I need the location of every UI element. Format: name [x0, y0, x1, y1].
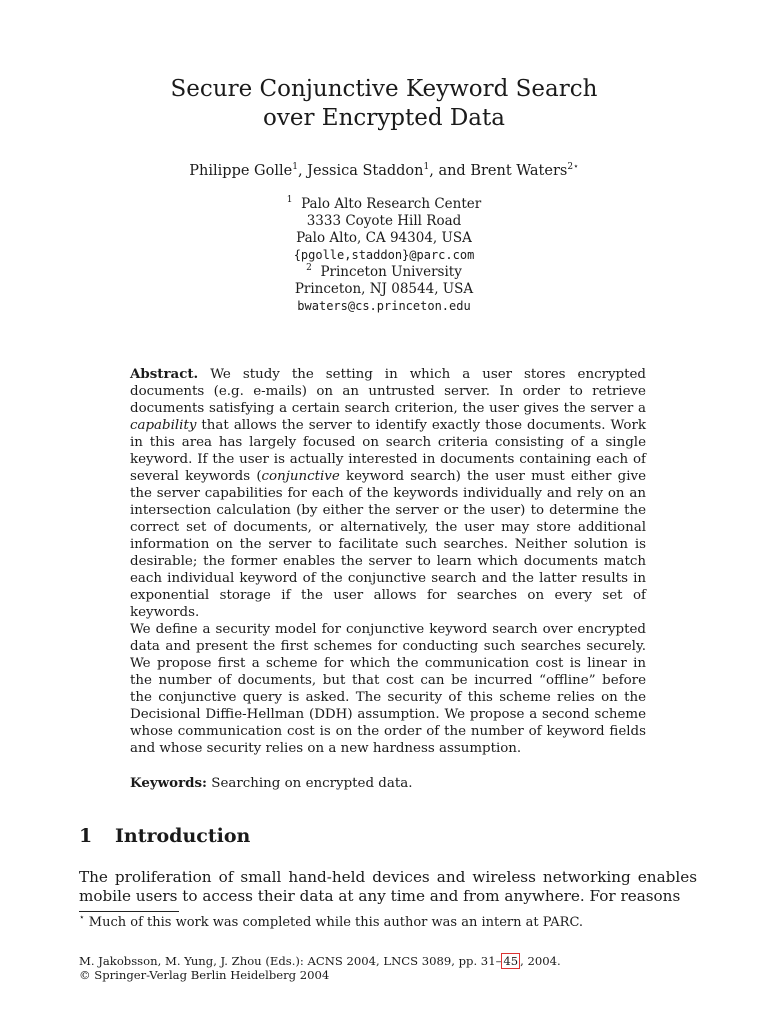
affiliation-line: Princeton, NJ 08544, USA: [294, 281, 474, 297]
abstract-text: keyword search) the user must either give the server capabilities for each of the keywords individually and rely on an intersection calculation (by either the server or the user) to determine the correct set of documents, or alternatively, the user may store additional information on the server to facilitate such searches. Neither solution is desirable; the former enables the server to learn which documents match each individual keyword of the conjunctive search and the latter results in exponential storage if the user allows for searches on every set of keywords.: [130, 469, 646, 620]
section-heading: [79, 825, 250, 847]
author-staddon: Jessica Staddon: [307, 163, 424, 179]
title-line-1: Secure Conjunctive Keyword Search: [170, 76, 598, 102]
affiliation-line: [0, 264, 768, 281]
affiliation-princeton: Princeton University: [320, 264, 462, 280]
affiliation-email[interactable]: bwaters@cs.princeton.edu: [297, 299, 471, 313]
intro-paragraph: The proliferation of small hand-held devices and wireless networking enables mobile users to access their data at any time and from anywhere. For reasons: [79, 868, 697, 905]
citation-line-1: [79, 954, 561, 968]
abstract-emphasis: conjunctive: [261, 469, 340, 484]
author-list: [0, 163, 768, 179]
keywords-text: Searching on encrypted data.: [211, 776, 413, 791]
affiliation-email[interactable]: {pgolle,staddon}@parc.com: [293, 248, 475, 262]
footnote-text: Much of this work was completed while this author was an intern at PARC.: [88, 915, 584, 930]
abstract-paragraph-1: [130, 366, 646, 621]
footnote-rule: [79, 911, 179, 912]
author-waters: Brent Waters: [470, 163, 568, 179]
section-title: Introduction: [115, 825, 251, 847]
affiliations: [0, 196, 768, 315]
abstract: [130, 366, 646, 757]
citation-text: , 2004.: [520, 954, 561, 968]
citation-text: M. Jakobsson, M. Yung, J. Zhou (Eds.): ACNS 2004, LNCS 3089, pp. 31–: [79, 954, 502, 968]
footnote: [79, 915, 583, 930]
author-golle: Philippe Golle: [189, 163, 293, 179]
abstract-text: that allows the server to identify exactly those documents. Work in this area has largely focused on search criteria consisting of a single keyword. If the user is actually interested in documents containing each of several keywords (: [130, 418, 646, 484]
footnote-mark: ⋆: [79, 913, 85, 923]
author-separator: ,: [297, 163, 308, 179]
abstract-label: Abstract.: [130, 366, 199, 382]
section-number: 1: [79, 825, 93, 847]
affiliation-line: Palo Alto, CA 94304, USA: [296, 230, 472, 246]
affiliation-parc: Palo Alto Research Center: [301, 196, 482, 212]
affiliation-line: 3333 Coyote Hill Road: [306, 213, 462, 229]
affiliation-line: [0, 196, 768, 213]
abstract-emphasis: capability: [130, 418, 197, 433]
page-link[interactable]: 45: [503, 954, 519, 968]
copyright-line: © Springer-Verlag Berlin Heidelberg 2004: [79, 968, 330, 982]
author-separator: , and: [429, 163, 471, 179]
author-golle-affil: 1: [292, 162, 298, 172]
title-line-2: over Encrypted Data: [263, 105, 505, 131]
keywords: [130, 775, 646, 791]
citation: [79, 954, 561, 982]
abstract-paragraph-2: We define a security model for conjunctive keyword search over encrypted data and present the first schemes for conducting such searches securely. We propose first a scheme for which the communication cost is linear in the number of documents, but that cost can be incurred “offline” before the conjunctive query is asked. The security of this scheme relies on the Decisional Diffie-Hellman (DDH) assumption. We propose a second scheme whose communication cost is on the order of the number of keyword fields and whose security relies on a new hardness assumption.: [130, 622, 646, 756]
author-waters-affil: 2⋆: [567, 162, 579, 172]
affiliation-number: 2: [306, 263, 312, 273]
affiliation-number: 1: [286, 195, 293, 205]
abstract-text: We study the setting in which a user stores encrypted documents (e.g. e-mails) on an untrusted server. In order to retrieve documents satisfying a certain search criterion, the user gives the server a: [130, 367, 646, 416]
author-staddon-affil: 1: [423, 162, 430, 172]
keywords-label: Keywords:: [130, 775, 208, 791]
paper-title: [0, 75, 768, 133]
